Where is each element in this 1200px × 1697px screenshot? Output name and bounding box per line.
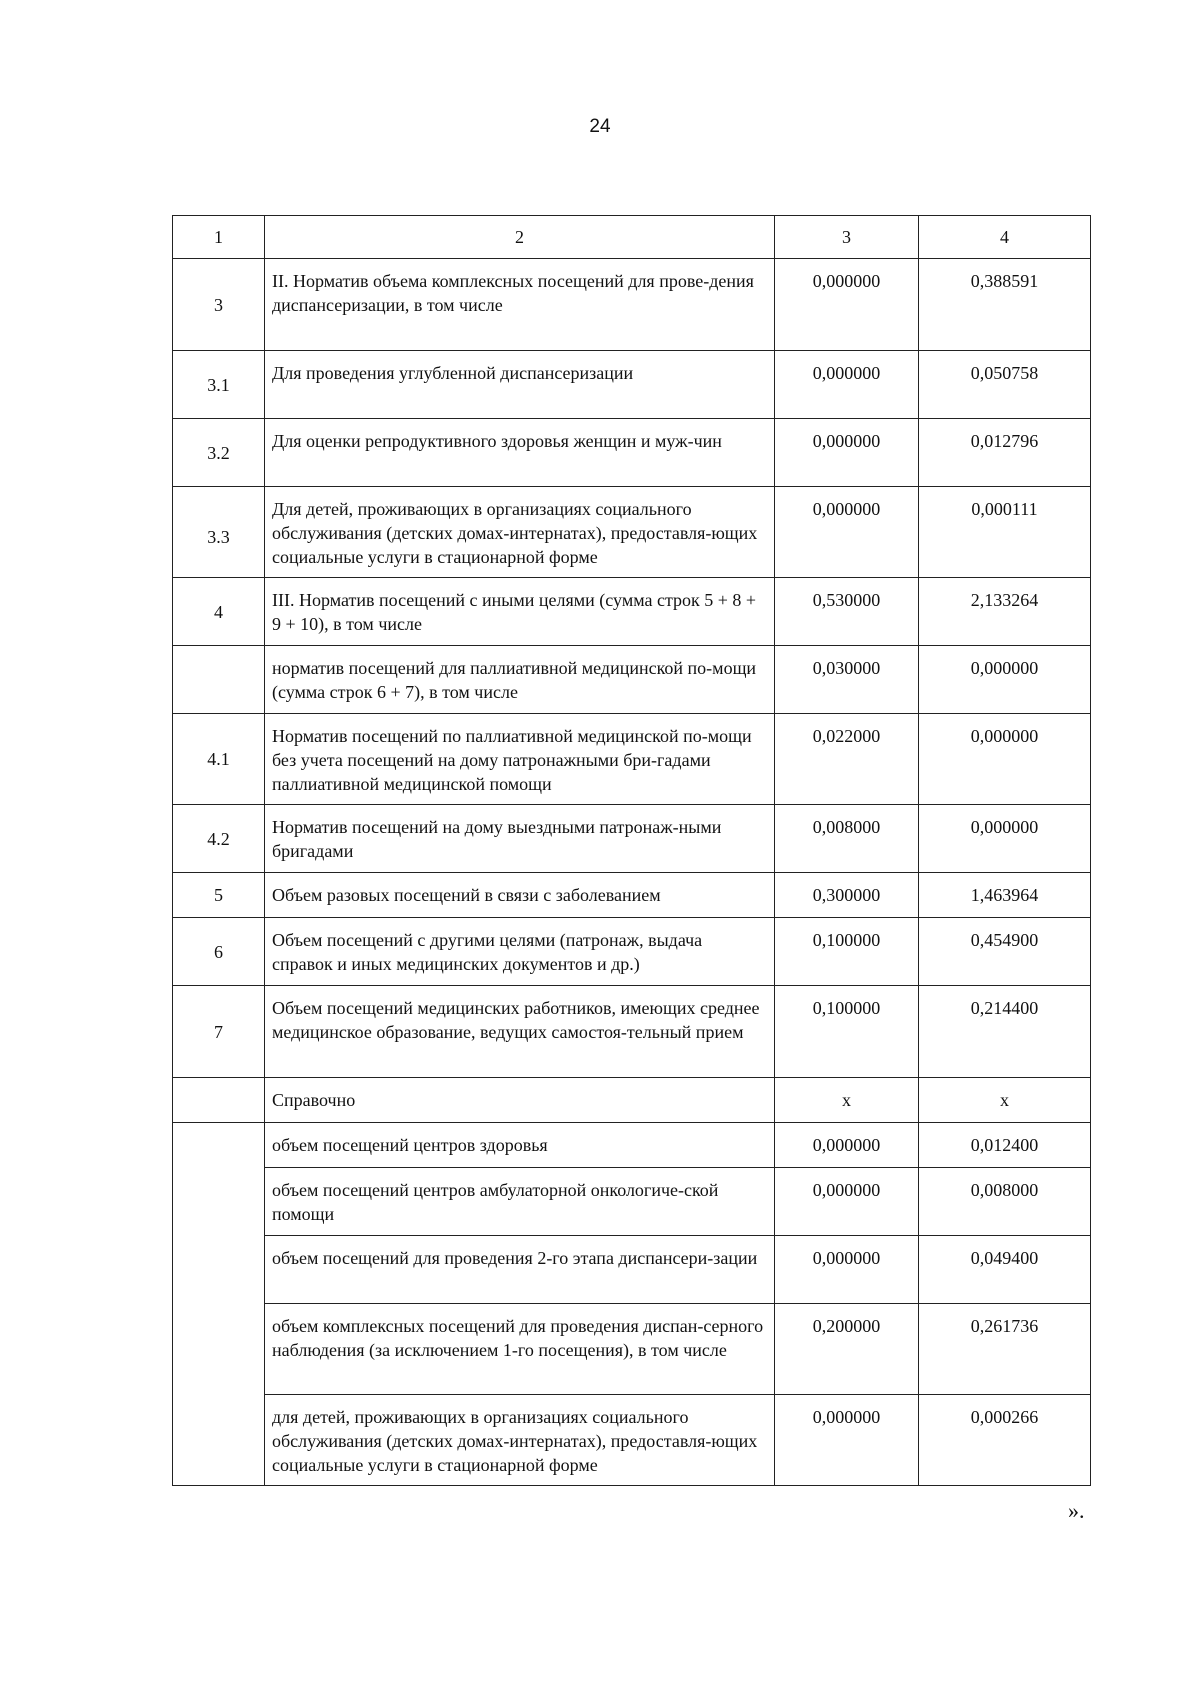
table-row	[173, 259, 1091, 351]
table-row	[173, 646, 1091, 714]
row-number: 3.1	[173, 351, 265, 419]
row-value-col3: 0,100000	[775, 918, 919, 986]
row-value-col4: 1,463964	[919, 873, 1091, 918]
header-cell-4: 4	[919, 216, 1091, 259]
table-row	[173, 714, 1091, 805]
row-value-col3: 0,000000	[775, 1236, 919, 1304]
row-value-col4: 0,000266	[919, 1395, 1091, 1486]
table-row	[173, 1123, 1091, 1168]
row-number: 4.1	[173, 714, 265, 805]
row-value-col3: 0,000000	[775, 1123, 919, 1168]
row-description: II. Норматив объема комплексных посещений для прове-дения диспансеризации, в том числе	[265, 259, 775, 351]
row-number: 3.3	[173, 487, 265, 578]
closing-quote-mark: ».	[1068, 1498, 1085, 1523]
row-value-col4: 0,012796	[919, 419, 1091, 487]
table-row	[173, 986, 1091, 1078]
row-value-col3: 0,100000	[775, 986, 919, 1078]
row-value-col4: 0,000111	[919, 487, 1091, 578]
row-description: Для проведения углубленной диспансеризации	[265, 351, 775, 419]
row-value-col4: 0,454900	[919, 918, 1091, 986]
row-description: для детей, проживающих в организациях социального обслуживания (детских домах-интернатах), предоставля-ющих социальные услуги в стационарной форме	[265, 1395, 775, 1486]
page-number: 24	[589, 116, 611, 137]
table-row	[173, 419, 1091, 487]
table-row	[173, 1168, 1091, 1236]
row-number	[173, 646, 265, 714]
row-value-col3: 0,530000	[775, 578, 919, 646]
row-value-col3: 0,300000	[775, 873, 919, 918]
table-row-reference-heading	[173, 1078, 1091, 1123]
row-value-col4: 0,000000	[919, 646, 1091, 714]
row-number: 6	[173, 918, 265, 986]
row-number: 4	[173, 578, 265, 646]
row-description: Для детей, проживающих в организациях социального обслуживания (детских домах-интернатах), предоставля-ющих социальные услуги в стационарной форме	[265, 487, 775, 578]
row-number-empty	[173, 1123, 265, 1486]
table-row	[173, 1236, 1091, 1304]
row-number	[173, 1078, 265, 1123]
row-value-col4: 0,214400	[919, 986, 1091, 1078]
row-value-col3: 0,000000	[775, 1395, 919, 1486]
row-value-col3: 0,008000	[775, 805, 919, 873]
row-number: 3.2	[173, 419, 265, 487]
row-value-col4: 0,000000	[919, 805, 1091, 873]
row-number: 3	[173, 259, 265, 351]
header-cell-3: 3	[775, 216, 919, 259]
row-description: Справочно	[265, 1078, 775, 1123]
header-cell-1: 1	[173, 216, 265, 259]
row-description: объем посещений для проведения 2-го этапа диспансери-зации	[265, 1236, 775, 1304]
row-description: Для оценки репродуктивного здоровья женщин и муж-чин	[265, 419, 775, 487]
row-value-col4: 0,388591	[919, 259, 1091, 351]
row-number: 5	[173, 873, 265, 918]
row-value-col3: 0,000000	[775, 487, 919, 578]
table-header-row	[173, 216, 1091, 259]
row-value-col4: 0,008000	[919, 1168, 1091, 1236]
row-description: Объем разовых посещений в связи с заболеванием	[265, 873, 775, 918]
row-value-col3: 0,200000	[775, 1304, 919, 1395]
row-value-col3: 0,030000	[775, 646, 919, 714]
table-row	[173, 487, 1091, 578]
row-description: объем комплексных посещений для проведения диспан-серного наблюдения (за исключением 1-го посещения), в том числе	[265, 1304, 775, 1395]
row-value-col4: 0,000000	[919, 714, 1091, 805]
header-cell-2: 2	[265, 216, 775, 259]
table-row	[173, 1304, 1091, 1395]
row-value-col3: 0,000000	[775, 419, 919, 487]
row-description: Норматив посещений по паллиативной медицинской по-мощи без учета посещений на дому патронажными бри-гадами паллиативной медицинской помощи	[265, 714, 775, 805]
row-value-col3: х	[775, 1078, 919, 1123]
row-number: 4.2	[173, 805, 265, 873]
row-value-col4: 0,012400	[919, 1123, 1091, 1168]
row-description: Объем посещений с другими целями (патронаж, выдача справок и иных медицинских документов и др.)	[265, 918, 775, 986]
row-value-col3: 0,022000	[775, 714, 919, 805]
table-row	[173, 873, 1091, 918]
row-description: Норматив посещений на дому выездными патронаж-ными бригадами	[265, 805, 775, 873]
table-row	[173, 578, 1091, 646]
row-value-col4: 0,261736	[919, 1304, 1091, 1395]
row-description: III. Норматив посещений с иными целями (сумма строк 5 + 8 + 9 + 10), в том числе	[265, 578, 775, 646]
row-value-col4: 2,133264	[919, 578, 1091, 646]
table-row	[173, 918, 1091, 986]
row-description: объем посещений центров здоровья	[265, 1123, 775, 1168]
row-description: Объем посещений медицинских работников, имеющих среднее медицинское образование, ведущих самостоя-тельный прием	[265, 986, 775, 1078]
row-value-col3: 0,000000	[775, 351, 919, 419]
table-row	[173, 805, 1091, 873]
table-row	[173, 351, 1091, 419]
row-number: 7	[173, 986, 265, 1078]
table-row	[173, 1395, 1091, 1486]
row-value-col3: 0,000000	[775, 259, 919, 351]
row-value-col3: 0,000000	[775, 1168, 919, 1236]
row-value-col4: х	[919, 1078, 1091, 1123]
row-value-col4: 0,049400	[919, 1236, 1091, 1304]
row-value-col4: 0,050758	[919, 351, 1091, 419]
norms-table	[172, 215, 1091, 1486]
row-description: норматив посещений для паллиативной медицинской по-мощи (сумма строк 6 + 7), в том числе	[265, 646, 775, 714]
row-description: объем посещений центров амбулаторной онкологиче-ской помощи	[265, 1168, 775, 1236]
